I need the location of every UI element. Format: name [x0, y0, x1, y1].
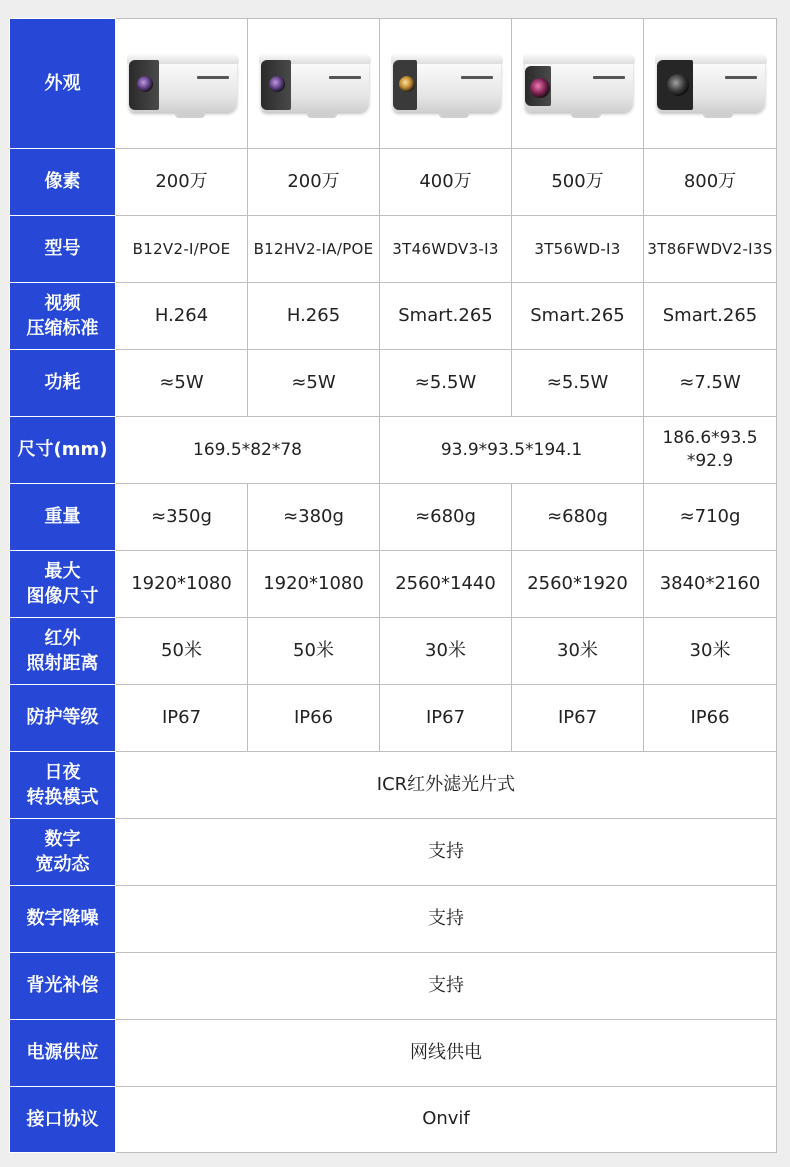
- appearance-cell: [248, 19, 380, 149]
- weight-cell: ≈350g: [116, 484, 248, 551]
- label-max-image-size: 最大 图像尺寸: [10, 551, 116, 618]
- protection-cell: IP67: [380, 685, 512, 752]
- size-cell: 186.6*93.5 *92.9: [644, 417, 777, 484]
- power-cell: ≈5.5W: [380, 350, 512, 417]
- protection-cell: IP66: [248, 685, 380, 752]
- weight-cell: ≈380g: [248, 484, 380, 551]
- row-video-compression: [10, 283, 777, 350]
- pixels-cell: 200万: [248, 149, 380, 216]
- label-power-supply: 电源供应: [10, 1020, 116, 1087]
- label-pixels: 像素: [10, 149, 116, 216]
- label-model: 型号: [10, 216, 116, 283]
- label-protocol: 接口协议: [10, 1087, 116, 1153]
- max-image-size-cell: 2560*1440: [380, 551, 512, 618]
- label-weight: 重量: [10, 484, 116, 551]
- appearance-cell: [644, 19, 777, 149]
- row-model: [10, 216, 777, 283]
- video-compression-cell: Smart.265: [512, 283, 644, 350]
- pixels-cell: 200万: [116, 149, 248, 216]
- label-dnr: 数字降噪: [10, 886, 116, 953]
- pixels-cell: 800万: [644, 149, 777, 216]
- max-image-size-cell: 1920*1080: [248, 551, 380, 618]
- row-pixels: [10, 149, 777, 216]
- model-cell: B12HV2-IA/POE: [248, 216, 380, 283]
- row-day-night: [10, 752, 777, 819]
- bullet-camera-icon: [123, 48, 241, 120]
- row-protocol: [10, 1087, 777, 1153]
- label-size: 尺寸(mm): [10, 417, 116, 484]
- bullet-camera-icon: [255, 48, 373, 120]
- bullet-camera-icon: [519, 48, 637, 120]
- row-dnr: [10, 886, 777, 953]
- power-supply-cell: 网线供电: [116, 1020, 777, 1087]
- dnr-cell: 支持: [116, 886, 777, 953]
- model-cell: B12V2-I/POE: [116, 216, 248, 283]
- spec-table: [9, 18, 777, 1153]
- size-cell: 93.9*93.5*194.1: [380, 417, 644, 484]
- weight-cell: ≈680g: [512, 484, 644, 551]
- label-wdr: 数字 宽动态: [10, 819, 116, 886]
- model-cell: 3T46WDV3-I3: [380, 216, 512, 283]
- ir-distance-cell: 30米: [512, 618, 644, 685]
- label-video-compression: 视频 压缩标准: [10, 283, 116, 350]
- size-cell: 169.5*82*78: [116, 417, 380, 484]
- ir-distance-cell: 50米: [248, 618, 380, 685]
- label-day-night: 日夜 转换模式: [10, 752, 116, 819]
- protection-cell: IP67: [512, 685, 644, 752]
- weight-cell: ≈710g: [644, 484, 777, 551]
- row-max-image-size: [10, 551, 777, 618]
- appearance-cell: [380, 19, 512, 149]
- max-image-size-cell: 2560*1920: [512, 551, 644, 618]
- appearance-cell: [116, 19, 248, 149]
- label-ir-distance: 红外 照射距离: [10, 618, 116, 685]
- label-protection: 防护等级: [10, 685, 116, 752]
- ir-distance-cell: 50米: [116, 618, 248, 685]
- row-protection: [10, 685, 777, 752]
- ir-distance-cell: 30米: [644, 618, 777, 685]
- label-appearance: 外观: [10, 19, 116, 149]
- row-wdr: [10, 819, 777, 886]
- ir-distance-cell: 30米: [380, 618, 512, 685]
- row-power: [10, 350, 777, 417]
- pixels-cell: 400万: [380, 149, 512, 216]
- protection-cell: IP66: [644, 685, 777, 752]
- power-cell: ≈5W: [248, 350, 380, 417]
- bullet-camera-icon: [387, 48, 505, 120]
- power-cell: ≈7.5W: [644, 350, 777, 417]
- video-compression-cell: H.265: [248, 283, 380, 350]
- power-cell: ≈5.5W: [512, 350, 644, 417]
- row-ir-distance: [10, 618, 777, 685]
- label-power: 功耗: [10, 350, 116, 417]
- protection-cell: IP67: [116, 685, 248, 752]
- model-cell: 3T86FWDV2-I3S: [644, 216, 777, 283]
- max-image-size-cell: 1920*1080: [116, 551, 248, 618]
- label-blc: 背光补偿: [10, 953, 116, 1020]
- protocol-cell: Onvif: [116, 1087, 777, 1153]
- model-cell: 3T56WD-I3: [512, 216, 644, 283]
- video-compression-cell: Smart.265: [380, 283, 512, 350]
- row-weight: [10, 484, 777, 551]
- row-power-supply: [10, 1020, 777, 1087]
- video-compression-cell: H.264: [116, 283, 248, 350]
- weight-cell: ≈680g: [380, 484, 512, 551]
- row-blc: [10, 953, 777, 1020]
- day-night-cell: ICR红外滤光片式: [116, 752, 777, 819]
- wdr-cell: 支持: [116, 819, 777, 886]
- blc-cell: 支持: [116, 953, 777, 1020]
- appearance-cell: [512, 19, 644, 149]
- bullet-camera-icon: [651, 48, 769, 120]
- video-compression-cell: Smart.265: [644, 283, 777, 350]
- row-size: [10, 417, 777, 484]
- pixels-cell: 500万: [512, 149, 644, 216]
- max-image-size-cell: 3840*2160: [644, 551, 777, 618]
- power-cell: ≈5W: [116, 350, 248, 417]
- row-appearance: [10, 19, 777, 149]
